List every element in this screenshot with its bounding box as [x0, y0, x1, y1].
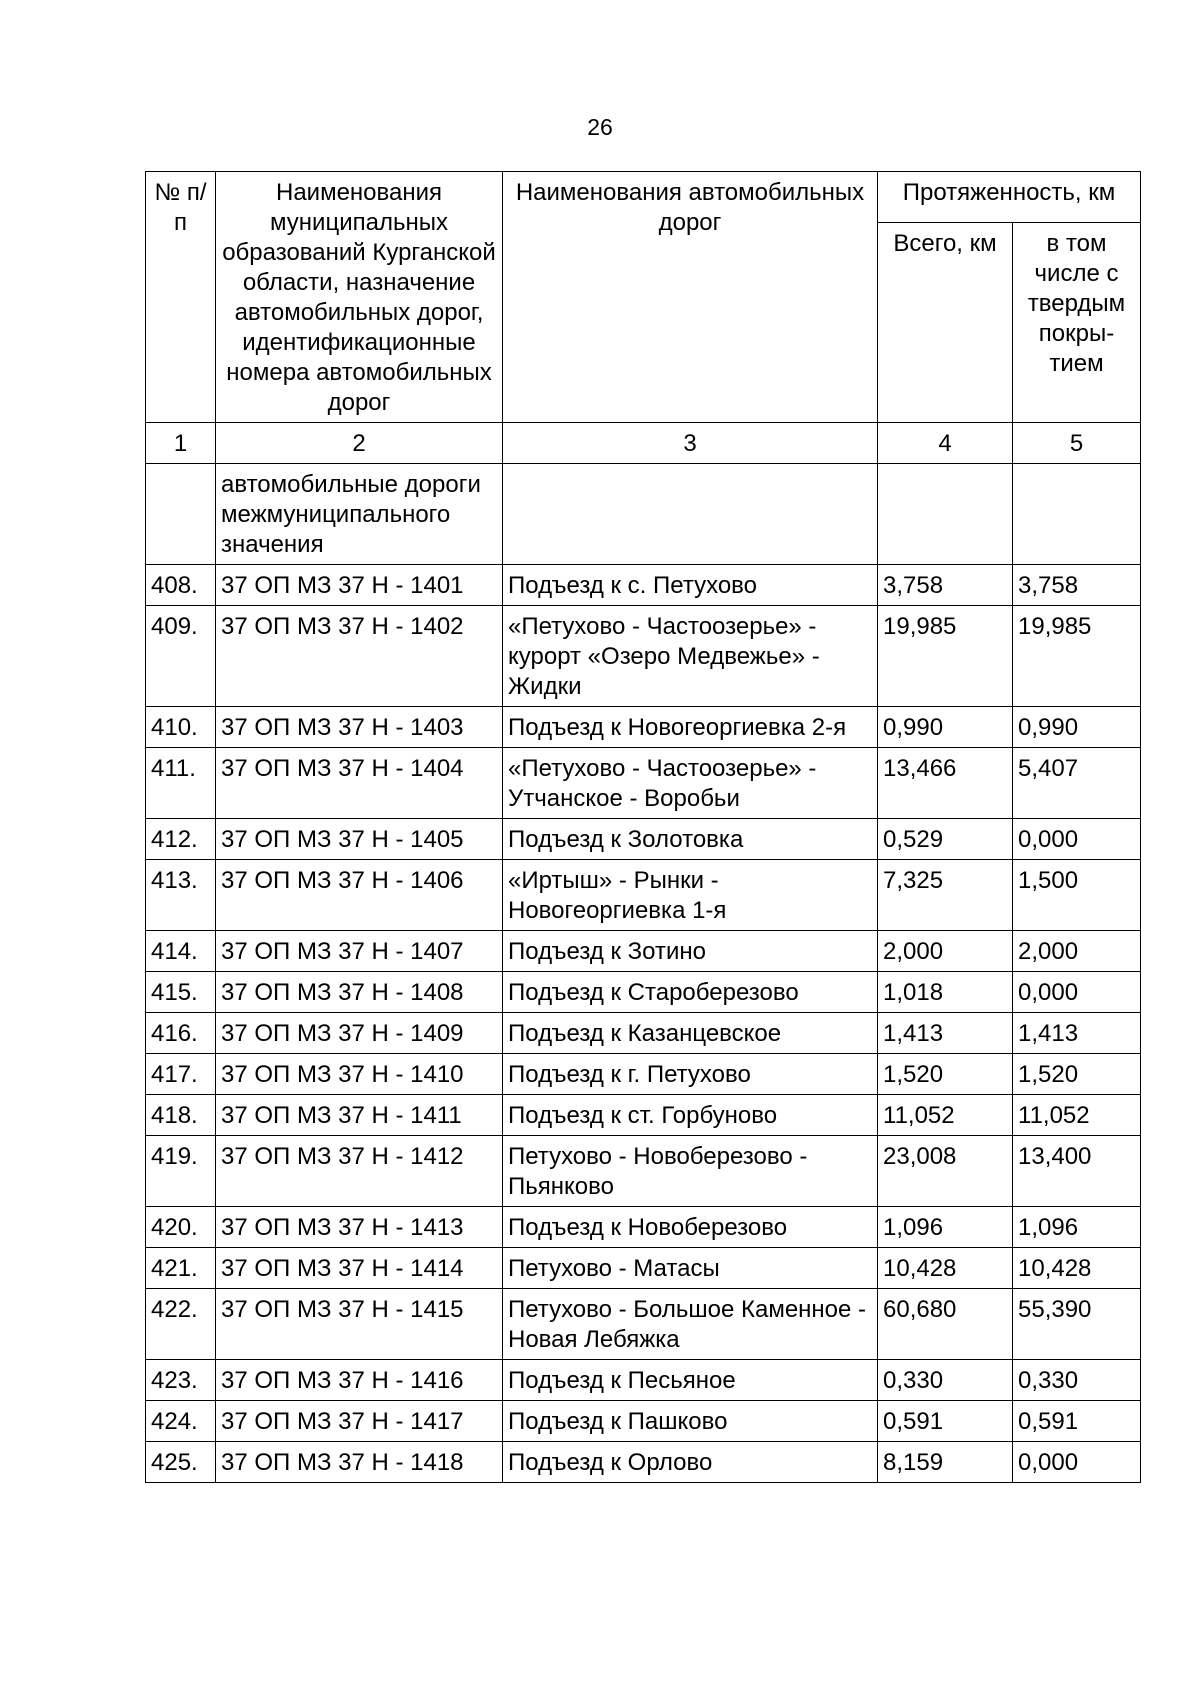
total-length: 13,466: [878, 748, 1013, 819]
row-number: 416.: [146, 1013, 216, 1054]
total-length: 0,529: [878, 819, 1013, 860]
table-header: [146, 172, 1141, 464]
header-paved-length: в том числе с твердым покры- тием: [1013, 222, 1141, 422]
section-cell-empty: [503, 464, 878, 565]
table-row: [146, 1207, 1141, 1248]
column-number: 1: [146, 423, 216, 464]
paved-length: 1,096: [1013, 1207, 1141, 1248]
total-length: 10,428: [878, 1248, 1013, 1289]
row-number: 414.: [146, 931, 216, 972]
road-id: 37 ОП МЗ 37 Н - 1415: [216, 1289, 503, 1360]
header-municipality: Наименования муниципальных образований Курганской области, назначение автомобильных дорог, идентификационные номера автомобильных дорог: [216, 172, 503, 423]
column-number: 2: [216, 423, 503, 464]
table-row: [146, 972, 1141, 1013]
table-body: [146, 464, 1141, 1483]
road-id: 37 ОП МЗ 37 Н - 1407: [216, 931, 503, 972]
paved-length: 3,758: [1013, 565, 1141, 606]
header-road-name: Наименования автомобильных дорог: [503, 172, 878, 423]
table-row: [146, 1136, 1141, 1207]
road-name: Петухово - Матасы: [503, 1248, 878, 1289]
table-row: [146, 1095, 1141, 1136]
paved-length: 0,000: [1013, 819, 1141, 860]
road-id: 37 ОП МЗ 37 Н - 1409: [216, 1013, 503, 1054]
paved-length: 1,520: [1013, 1054, 1141, 1095]
road-name: Подъезд к Песьяное: [503, 1360, 878, 1401]
paved-length: 1,413: [1013, 1013, 1141, 1054]
table-row: [146, 860, 1141, 931]
road-id: 37 ОП МЗ 37 Н - 1403: [216, 707, 503, 748]
total-length: 11,052: [878, 1095, 1013, 1136]
page-number: 26: [587, 114, 613, 140]
table-row: [146, 707, 1141, 748]
row-number: 419.: [146, 1136, 216, 1207]
table-row: [146, 1248, 1141, 1289]
row-number: 418.: [146, 1095, 216, 1136]
row-number: 422.: [146, 1289, 216, 1360]
table-row: [146, 565, 1141, 606]
road-name: «Петухово - Частоозерье» - Утчанское - Воробьи: [503, 748, 878, 819]
table-row: [146, 1442, 1141, 1483]
paved-length: 5,407: [1013, 748, 1141, 819]
road-id: 37 ОП МЗ 37 Н - 1408: [216, 972, 503, 1013]
road-name: Подъезд к Новогеоргиевка 2-я: [503, 707, 878, 748]
paved-length: 10,428: [1013, 1248, 1141, 1289]
row-number: 412.: [146, 819, 216, 860]
column-number-row: [146, 423, 1141, 464]
paved-length: 13,400: [1013, 1136, 1141, 1207]
road-name: Подъезд к ст. Горбуново: [503, 1095, 878, 1136]
paved-length: 19,985: [1013, 606, 1141, 707]
total-length: 1,018: [878, 972, 1013, 1013]
section-cell-empty: [146, 464, 216, 565]
row-number: 410.: [146, 707, 216, 748]
total-length: 1,520: [878, 1054, 1013, 1095]
road-name: Петухово - Новоберезово - Пьянково: [503, 1136, 878, 1207]
header-total-length: Всего, км: [878, 222, 1013, 422]
paved-length: 11,052: [1013, 1095, 1141, 1136]
road-name: Подъезд к с. Петухово: [503, 565, 878, 606]
row-number: 424.: [146, 1401, 216, 1442]
table-row: [146, 931, 1141, 972]
column-number: 5: [1013, 423, 1141, 464]
table-row: [146, 1360, 1141, 1401]
total-length: 0,591: [878, 1401, 1013, 1442]
road-id: 37 ОП МЗ 37 Н - 1402: [216, 606, 503, 707]
row-number: 415.: [146, 972, 216, 1013]
table-row: [146, 748, 1141, 819]
total-length: 0,330: [878, 1360, 1013, 1401]
row-number: 425.: [146, 1442, 216, 1483]
road-name: Подъезд к Староберезово: [503, 972, 878, 1013]
road-name: Подъезд к Золотовка: [503, 819, 878, 860]
row-number: 417.: [146, 1054, 216, 1095]
table-row: [146, 1289, 1141, 1360]
road-name: Подъезд к Орлово: [503, 1442, 878, 1483]
row-number: 411.: [146, 748, 216, 819]
paved-length: 0,000: [1013, 972, 1141, 1013]
road-id: 37 ОП МЗ 37 Н - 1406: [216, 860, 503, 931]
section-cell-empty: [1013, 464, 1141, 565]
roads-table: [145, 171, 1141, 1483]
road-id: 37 ОП МЗ 37 Н - 1405: [216, 819, 503, 860]
paved-length: 0,591: [1013, 1401, 1141, 1442]
paved-length: 55,390: [1013, 1289, 1141, 1360]
total-length: 19,985: [878, 606, 1013, 707]
road-id: 37 ОП МЗ 37 Н - 1414: [216, 1248, 503, 1289]
road-id: 37 ОП МЗ 37 Н - 1401: [216, 565, 503, 606]
road-name: Подъезд к Казанцевское: [503, 1013, 878, 1054]
total-length: 8,159: [878, 1442, 1013, 1483]
paved-length: 0,330: [1013, 1360, 1141, 1401]
row-number: 420.: [146, 1207, 216, 1248]
road-name: Подъезд к Зотино: [503, 931, 878, 972]
total-length: 1,096: [878, 1207, 1013, 1248]
road-id: 37 ОП МЗ 37 Н - 1416: [216, 1360, 503, 1401]
road-name: Петухово - Большое Каменное - Новая Лебяжка: [503, 1289, 878, 1360]
paved-length: 0,000: [1013, 1442, 1141, 1483]
road-id: 37 ОП МЗ 37 Н - 1418: [216, 1442, 503, 1483]
road-name: Подъезд к г. Петухово: [503, 1054, 878, 1095]
paved-length: 0,990: [1013, 707, 1141, 748]
table-row: [146, 1401, 1141, 1442]
row-number: 413.: [146, 860, 216, 931]
table-row: [146, 819, 1141, 860]
road-id: 37 ОП МЗ 37 Н - 1413: [216, 1207, 503, 1248]
road-name: «Петухово - Частоозерье» - курорт «Озеро Медвежье» - Жидки: [503, 606, 878, 707]
row-number: 421.: [146, 1248, 216, 1289]
paved-length: 2,000: [1013, 931, 1141, 972]
total-length: 2,000: [878, 931, 1013, 972]
table-row: [146, 606, 1141, 707]
table-row: [146, 1054, 1141, 1095]
road-id: 37 ОП МЗ 37 Н - 1411: [216, 1095, 503, 1136]
row-number: 409.: [146, 606, 216, 707]
road-name: «Иртыш» - Рынки - Новогеоргиевка 1-я: [503, 860, 878, 931]
column-number: 3: [503, 423, 878, 464]
road-name: Подъезд к Новоберезово: [503, 1207, 878, 1248]
section-cell-empty: [878, 464, 1013, 565]
row-number: 408.: [146, 565, 216, 606]
total-length: 1,413: [878, 1013, 1013, 1054]
table-row: [146, 1013, 1141, 1054]
paved-length: 1,500: [1013, 860, 1141, 931]
header-number: № п/п: [146, 172, 216, 423]
road-id: 37 ОП МЗ 37 Н - 1417: [216, 1401, 503, 1442]
road-id: 37 ОП МЗ 37 Н - 1412: [216, 1136, 503, 1207]
section-label: автомобильные дороги межмуниципального значения: [216, 464, 503, 565]
road-name: Подъезд к Пашково: [503, 1401, 878, 1442]
road-id: 37 ОП МЗ 37 Н - 1410: [216, 1054, 503, 1095]
total-length: 23,008: [878, 1136, 1013, 1207]
column-number: 4: [878, 423, 1013, 464]
total-length: 0,990: [878, 707, 1013, 748]
total-length: 60,680: [878, 1289, 1013, 1360]
header-length-group: Протяженность, км: [878, 172, 1141, 223]
section-row: [146, 464, 1141, 565]
row-number: 423.: [146, 1360, 216, 1401]
road-id: 37 ОП МЗ 37 Н - 1404: [216, 748, 503, 819]
total-length: 3,758: [878, 565, 1013, 606]
total-length: 7,325: [878, 860, 1013, 931]
